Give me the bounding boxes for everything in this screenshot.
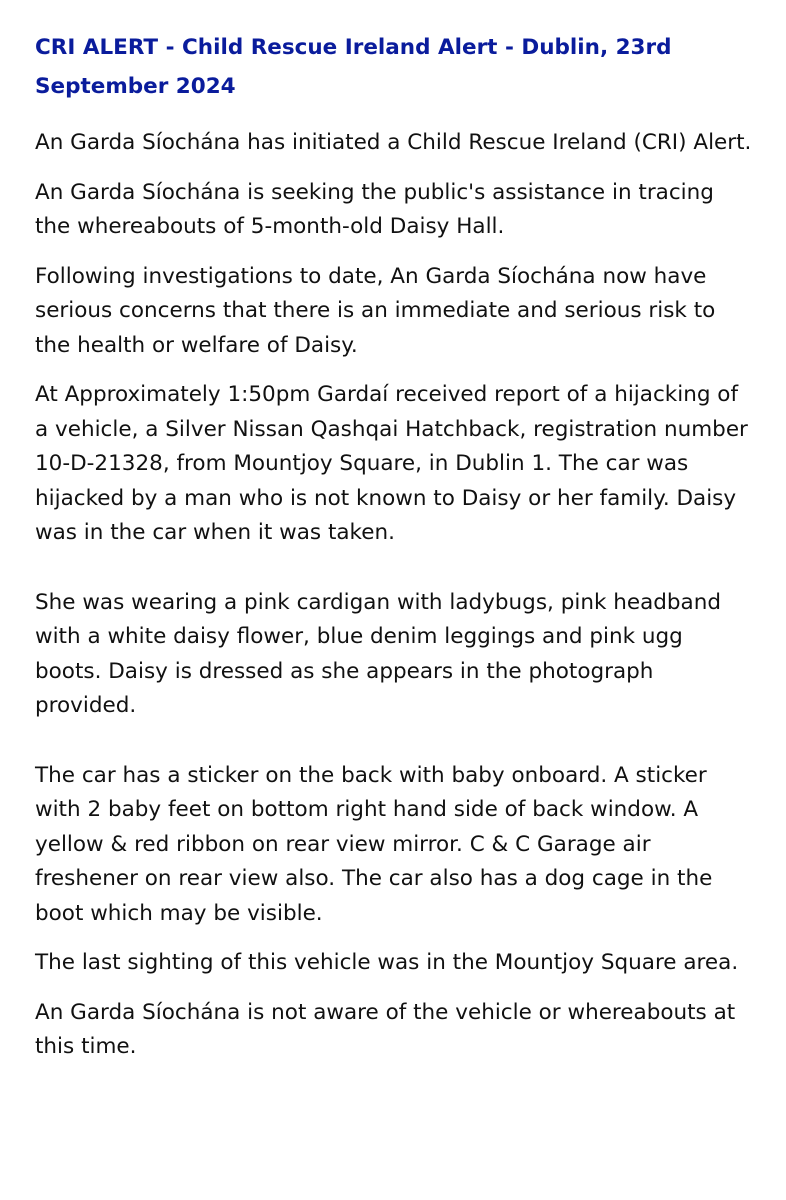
paragraph-clothing-description: She was wearing a pink cardigan with ladybugs, pink headband with a white daisy flower, blue denim leggings and pink ugg boots. Daisy is dressed as she appears in the photograph provided.: [35, 589, 722, 718]
paragraph-vehicle-details: The car has a sticker on the back with baby onboard. A sticker with 2 baby feet on bottom right hand side of back window. A yellow & red ribbon on rear view mirror. C & C Garage air freshener on rear view also. The car also has a dog cage in the boot which may be visible.: [35, 762, 713, 926]
paragraph-serious-concerns: Following investigations to date, An Garda Síochána now have serious concerns that there is an immediate and serious risk to the health or welfare of Daisy.: [35, 263, 716, 358]
paragraph-last-sighting: The last sighting of this vehicle was in the Mountjoy Square area.: [35, 950, 739, 975]
paragraph-public-assistance: An Garda Síochána is seeking the public's assistance in tracing the whereabouts of 5-month-old Daisy Hall.: [35, 179, 714, 239]
paragraph-alert-initiated: An Garda Síochána has initiated a Child Rescue Ireland (CRI) Alert.: [35, 130, 752, 155]
alert-title: CRI ALERT - Child Rescue Ireland Alert - Dublin, 23rd September 2024: [35, 35, 672, 99]
paragraph-hijacking-report: At Approximately 1:50pm Gardaí received report of a hijacking of a vehicle, a Silver Nissan Qashqai Hatchback, registration number 10-D-21328, from Mountjoy Square, in Dublin 1. The car was hijacked by a man who is not known to Daisy or her family. Daisy was in the car when it was taken.: [35, 382, 748, 545]
paragraph-current-status: An Garda Síochána is not aware of the vehicle or whereabouts at this time.: [35, 999, 736, 1059]
